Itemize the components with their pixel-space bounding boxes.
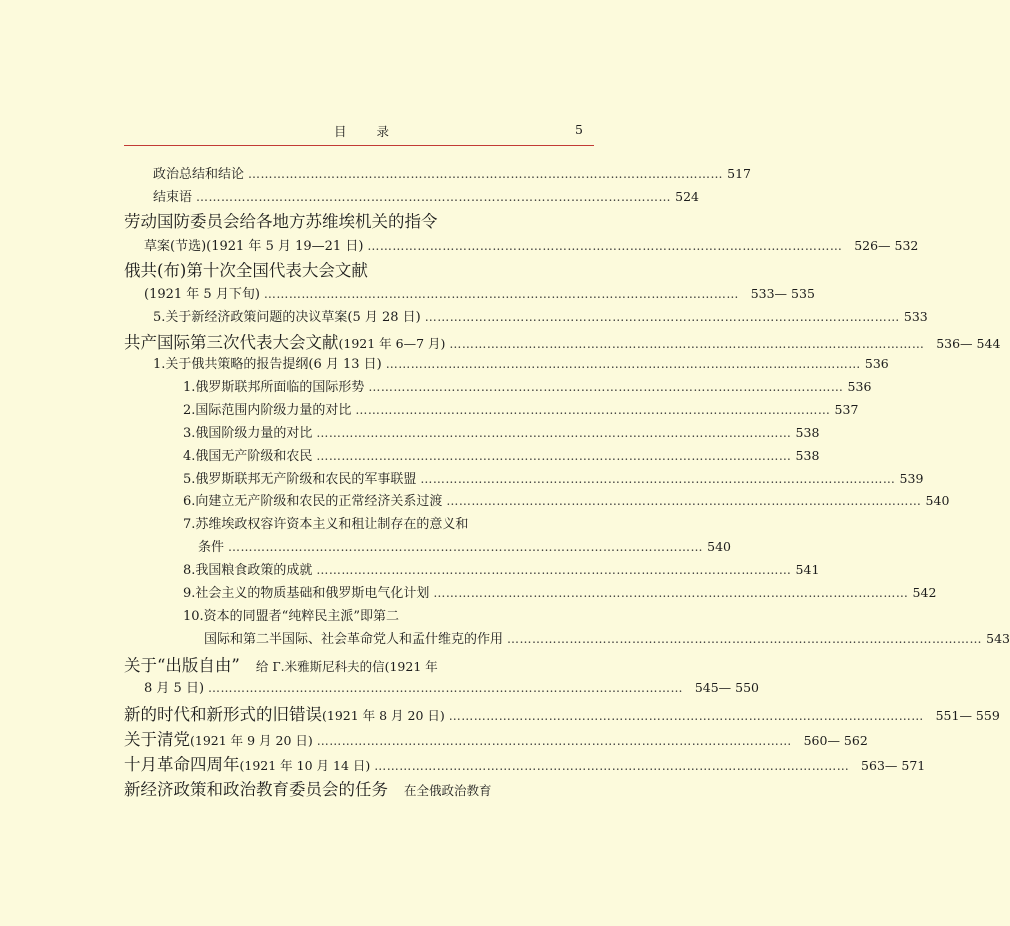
toc-entry-heading[interactable] [124, 776, 596, 799]
toc-entry-page: 524 [675, 189, 700, 204]
toc-entry-title: 2.国际范围内阶级力量的对比 [183, 403, 352, 418]
dot-leader: …………………………………………………………………………………………………… [367, 239, 843, 253]
toc-entry-title: 5.关于新经济政策问题的决议草案(5 月 28 日) [153, 310, 421, 325]
toc-entry[interactable] [183, 490, 950, 510]
toc-entry-title: 共产国际第三次代表大会文献 [124, 333, 339, 352]
toc-entry-title: 俄共(布)第十次全国代表大会文献 [124, 261, 368, 280]
toc-entry-title: 国际和第二半国际、社会革命党人和孟什维克的作用 [204, 632, 504, 647]
toc-entry-subtitle: 给 Г.米雅斯尼科夫的信(1921 年 [255, 659, 438, 674]
toc-entry-title: 1.俄罗斯联邦所面临的国际形势 [183, 380, 365, 395]
dot-leader: …………………………………………………………………………………………………… [374, 759, 850, 773]
toc-entry-date: (1921 年 8 月 20 日) [322, 708, 445, 723]
dot-leader: …………………………………………………………………………………………………… [316, 449, 792, 463]
toc-entry-title: 4.俄国无产阶级和农民 [183, 449, 313, 464]
toc-entry-page: 536 [864, 356, 889, 371]
toc-entry-page: 540 [707, 539, 732, 554]
toc-entry-page: 538 [795, 448, 820, 463]
dot-leader: …………………………………………………………………………………………………… [420, 472, 896, 486]
toc-entry-page: 560— 562 [803, 733, 868, 748]
toc-entry-title: 新经济政策和政治教育委员会的任务 [124, 780, 388, 799]
toc-entry[interactable] [124, 701, 1000, 724]
toc-entry[interactable] [183, 422, 820, 442]
toc-entry-title: 10.资本的同盟者“纯粹民主派”即第二 [183, 609, 399, 624]
dot-leader: …………………………………………………………………………………………………… [433, 586, 909, 600]
toc-entry[interactable] [124, 726, 868, 749]
toc-entry-page: 539 [899, 471, 924, 486]
dot-leader: …………………………………………………………………………………………………… [228, 540, 704, 554]
toc-entry-date: (1921 年 10 月 14 日) [239, 758, 371, 773]
toc-entry[interactable] [183, 582, 937, 602]
toc-entry[interactable] [183, 376, 872, 396]
toc-entry-page: 551— 559 [935, 708, 1000, 723]
toc-entry-title: (1921 年 5 月下旬) [144, 287, 260, 302]
toc-entry-page: 545— 550 [694, 680, 760, 695]
toc-entry-title: 结束语 [153, 190, 193, 205]
toc-entry-title: 8.我国粮食政策的成就 [183, 563, 313, 578]
toc-entry-page: 563— 571 [861, 758, 926, 773]
section-title: 目 录 [334, 124, 390, 139]
toc-entry[interactable] [153, 186, 700, 206]
toc-entry-page: 533 [903, 309, 928, 324]
toc-entry-page: 538 [795, 425, 820, 440]
toc-entry[interactable] [144, 235, 919, 255]
toc-entry[interactable] [183, 445, 820, 465]
toc-entry[interactable] [198, 536, 732, 556]
toc-entry[interactable] [144, 283, 815, 303]
toc-entry-title: 9.社会主义的物质基础和俄罗斯电气化计划 [183, 586, 430, 601]
toc-entry[interactable] [204, 628, 1010, 648]
dot-leader: …………………………………………………………………………………………………… [248, 167, 724, 181]
toc-entry[interactable] [183, 399, 859, 419]
dot-leader: …………………………………………………………………………………………………… [424, 310, 900, 324]
toc-entry-subtitle: 在全俄政治教育 [404, 783, 492, 798]
toc-entry-heading[interactable] [124, 652, 596, 675]
toc-entry-page: 543 [986, 631, 1010, 646]
toc-entry[interactable] [183, 559, 820, 579]
dot-leader: …………………………………………………………………………………………………… [446, 494, 922, 508]
toc-entry-page: 537 [834, 402, 859, 417]
toc-entry-page: 517 [727, 166, 752, 181]
dot-leader: …………………………………………………………………………………………………… [385, 357, 861, 371]
dot-leader: …………………………………………………………………………………………………… [196, 190, 672, 204]
dot-leader: …………………………………………………………………………………………………… [355, 403, 831, 417]
dot-leader: …………………………………………………………………………………………………… [316, 563, 792, 577]
toc-entry[interactable] [183, 513, 468, 533]
toc-entry[interactable] [183, 468, 924, 488]
toc-entry-heading[interactable] [124, 257, 368, 280]
page-header [124, 121, 594, 146]
dot-leader: …………………………………………………………………………………………………… [368, 380, 844, 394]
toc-entry-title: 草案(节选)(1921 年 5 月 19—21 日) [144, 239, 364, 254]
dot-leader: …………………………………………………………………………………………………… [449, 337, 925, 351]
toc-entry-title: 条件 [198, 540, 225, 555]
toc-entry-title: 新的时代和新形式的旧错误 [124, 705, 322, 724]
toc-entry-page: 542 [912, 585, 937, 600]
toc-entry-date: (1921 年 9 月 20 日) [190, 733, 313, 748]
dot-leader: …………………………………………………………………………………………………… [507, 632, 983, 646]
toc-entry-title: 十月革命四周年 [124, 755, 240, 774]
dot-leader: …………………………………………………………………………………………………… [263, 287, 739, 301]
dot-leader: …………………………………………………………………………………………………… [316, 734, 792, 748]
toc-entry-page: 540 [925, 493, 950, 508]
dot-leader: …………………………………………………………………………………………………… [316, 426, 792, 440]
toc-entry[interactable] [153, 353, 889, 373]
toc-entry[interactable] [153, 306, 928, 326]
toc-entry-title: 8 月 5 日) [144, 681, 205, 696]
toc-entry[interactable] [124, 329, 1001, 352]
toc-entry-title: 5.俄罗斯联邦无产阶级和农民的军事联盟 [183, 472, 417, 487]
toc-entry-page: 533— 535 [750, 286, 815, 301]
toc-entry[interactable] [144, 677, 760, 697]
toc-entry[interactable] [124, 751, 926, 774]
toc-entry-title: 1.关于俄共策略的报告提纲(6 月 13 日) [153, 357, 382, 372]
page-number: 5 [575, 122, 583, 137]
toc-entry[interactable] [153, 163, 752, 183]
toc-entry-title: 政治总结和结论 [153, 167, 245, 182]
toc-entry[interactable] [183, 605, 399, 625]
dot-leader: …………………………………………………………………………………………………… [208, 681, 684, 695]
toc-entry-title: 6.向建立无产阶级和农民的正常经济关系过渡 [183, 494, 443, 509]
toc-entry-heading[interactable] [124, 208, 438, 231]
toc-entry-page: 526— 532 [854, 238, 919, 253]
toc-entry-page: 541 [795, 562, 820, 577]
dot-leader: …………………………………………………………………………………………………… [448, 709, 924, 723]
toc-entry-title: 3.俄国阶级力量的对比 [183, 426, 313, 441]
toc-entry-page: 536— 544 [936, 336, 1001, 351]
toc-entry-title: 劳动国防委员会给各地方苏维埃机关的指令 [124, 212, 438, 231]
toc-entry-date: (1921 年 6—7 月) [338, 336, 446, 351]
toc-entry-page: 536 [847, 379, 872, 394]
toc-entry-title: 关于清党 [124, 730, 190, 749]
toc-entry-title: 关于“出版自由” [124, 656, 240, 675]
toc-entry-title: 7.苏维埃政权容许资本主义和租让制存在的意义和 [183, 517, 469, 532]
